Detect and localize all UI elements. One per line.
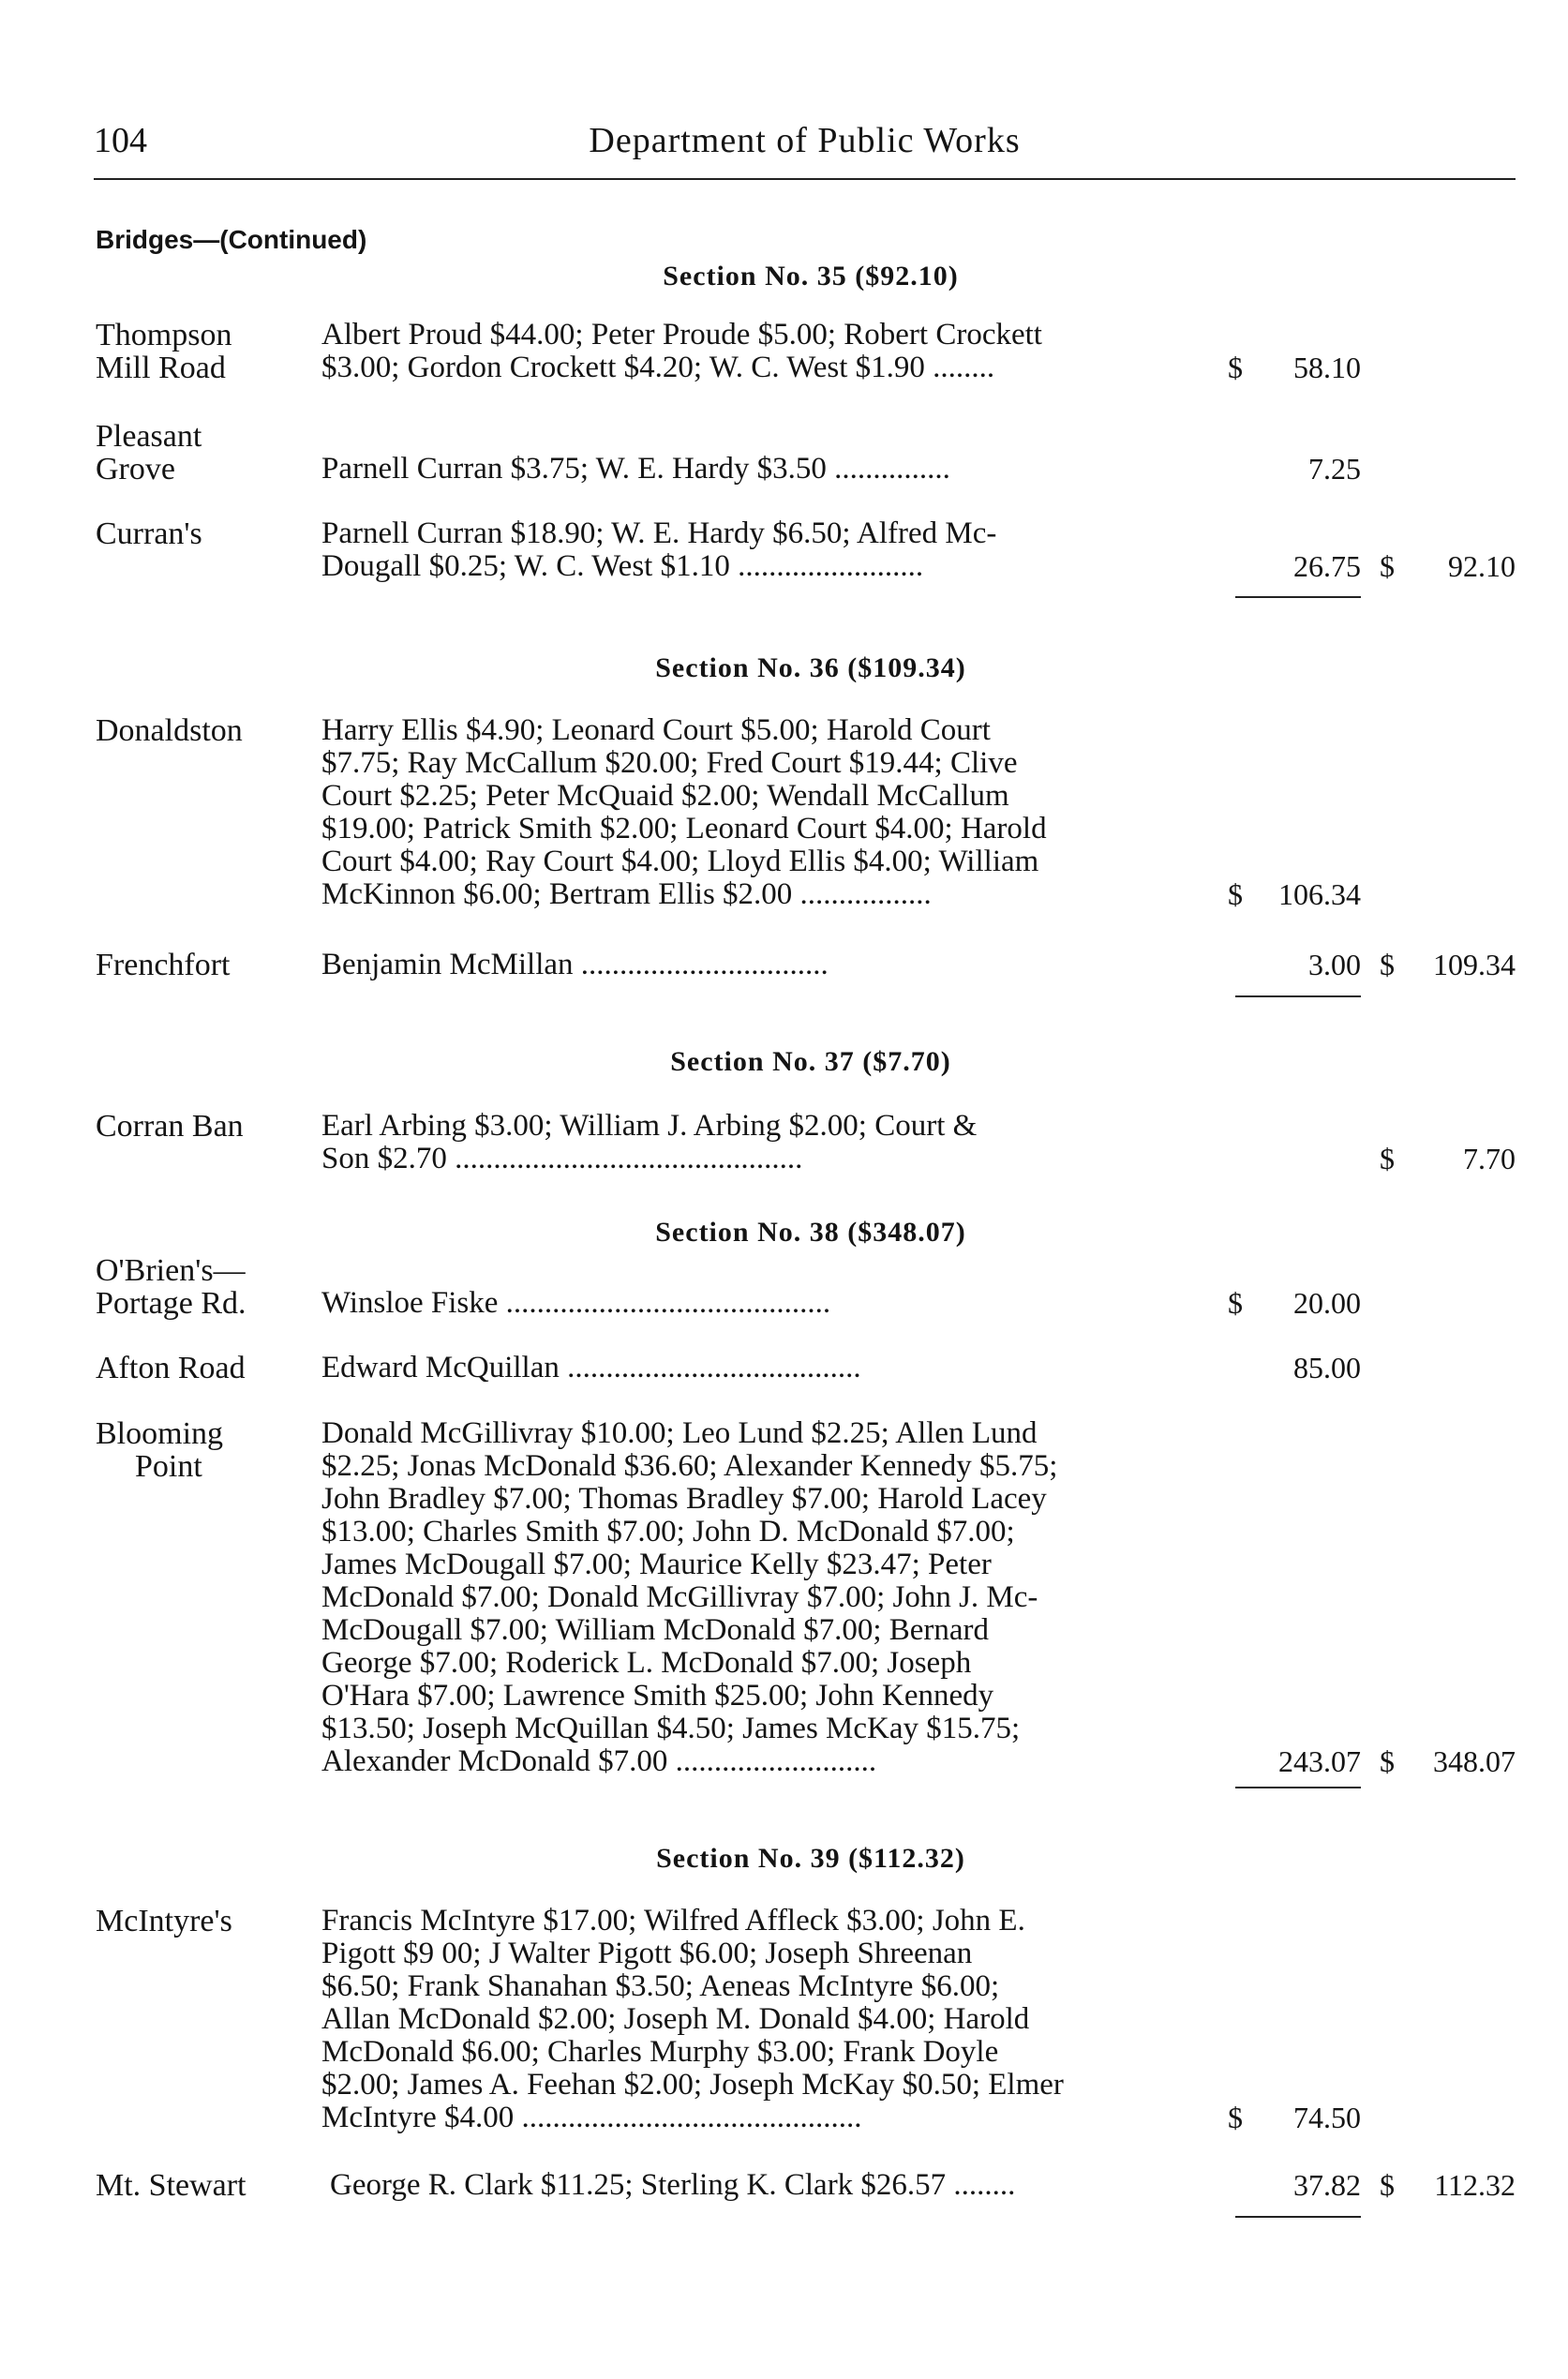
continued-heading: Bridges—(Continued) [96,225,367,254]
payee-list: Parnell Curran $18.90; W. E. Hardy $6.50; Alfred Mc- Dougall $0.25; W. C. West $1.10 ........................ [321,516,997,583]
place-name: Afton Road [96,1351,246,1385]
payee-list: Albert Proud $44.00; Peter Proude $5.00; Robert Crockett $3.00; Gordon Crockett $4.20; W. C. West $1.90 ........ [321,318,1042,384]
subtotal-rule [1235,2216,1361,2218]
place-name: Blooming Point [96,1416,224,1484]
place-name: McIntyre's [96,1904,232,1938]
payee-list: Edward McQuillan ...................................... [321,1351,861,1384]
payee-list: Parnell Curran $3.75; W. E. Hardy $3.50 ............... [321,452,950,486]
subtotal-rule [1235,596,1361,598]
payee-list: Benjamin McMillan ................................ [321,948,829,981]
place-name: Frenchfort [96,948,231,982]
place-name: O'Brien's— Portage Rd. [96,1253,246,1321]
payee-list: Donald McGillivray $10.00; Leo Lund $2.25; Allen Lund $2.25; Jonas McDonald $36.60; Alexander Kennedy $5.75; John Bradley $7.00; Thomas Bradley $7.00; Harold Lacey $13.00; Charles Smith $7.00; John D. McDonald $7.00; James McDougall $7.00; Maurice Kelly $23.47; Peter McDonald $7.00; Donald McGillivray $7.00; John J. Mc- McDougall $7.00; William McDonald $7.00; Bernard George $7.00; Roderick L. McDonald $7.00; Joseph O'Hara $7.00; Lawrence Smith $25.00; John Kennedy $13.50; Joseph McQuillan $4.50; James McKay $15.75; Alexander McDonald $7.00 .......................... [321,1416,1058,1778]
payee-list: Harry Ellis $4.90; Leonard Court $5.00; Harold Court $7.75; Ray McCallum $20.00; Fred Court $19.44; Clive Court $2.25; Peter McQuaid $2.00; Wendall McCallum $19.00; Patrick Smith $2.00; Leonard Court $4.00; Harold Court $4.00; Ray Court $4.00; Lloyd Ellis $4.00; William McKinnon $6.00; Bertram Ellis $2.00 ................. [321,713,1047,911]
payee-list: George R. Clark $11.25; Sterling K. Clark $26.57 ........ [330,2168,1016,2202]
page-number: 104 [94,121,147,160]
subtotal-rule [1235,1787,1361,1788]
payee-list: Francis McIntyre $17.00; Wilfred Affleck $3.00; John E. Pigott $9 00; J Walter Pigott $6.00; Joseph Shreenan $6.50; Frank Shanahan $3.50; Aeneas McIntyre $6.00; Allan McDonald $2.00; Joseph M. Donald $4.00; Harold McDonald $6.00; Charles Murphy $3.00; Frank Doyle $2.00; James A. Feehan $2.00; Joseph McKay $0.50; Elmer McIntyre $4.00 ............................................ [321,1904,1064,2134]
place-name: Donaldston [96,713,243,748]
place-name: Curran's [96,516,202,551]
section-37-title: Section No. 37 ($7.70) [670,1046,951,1077]
payee-list: Winsloe Fiske .......................................... [321,1286,831,1320]
section-38-title: Section No. 38 ($348.07) [655,1217,966,1248]
place-name: Corran Ban [96,1109,244,1144]
page-header [94,120,1516,180]
place-name: Pleasant Grove [96,419,202,486]
subtotal-rule [1235,995,1361,997]
section-36-title: Section No. 36 ($109.34) [655,652,966,683]
section-35-title: Section No. 35 ($92.10) [663,261,959,292]
section-39-title: Section No. 39 ($112.32) [656,1843,965,1874]
place-name: Thompson Mill Road [96,318,232,385]
running-title: Department of Public Works [589,121,1021,160]
place-name: Mt. Stewart [96,2168,246,2203]
payee-list: Earl Arbing $3.00; William J. Arbing $2.00; Court & Son $2.70 ............................................. [321,1109,978,1175]
